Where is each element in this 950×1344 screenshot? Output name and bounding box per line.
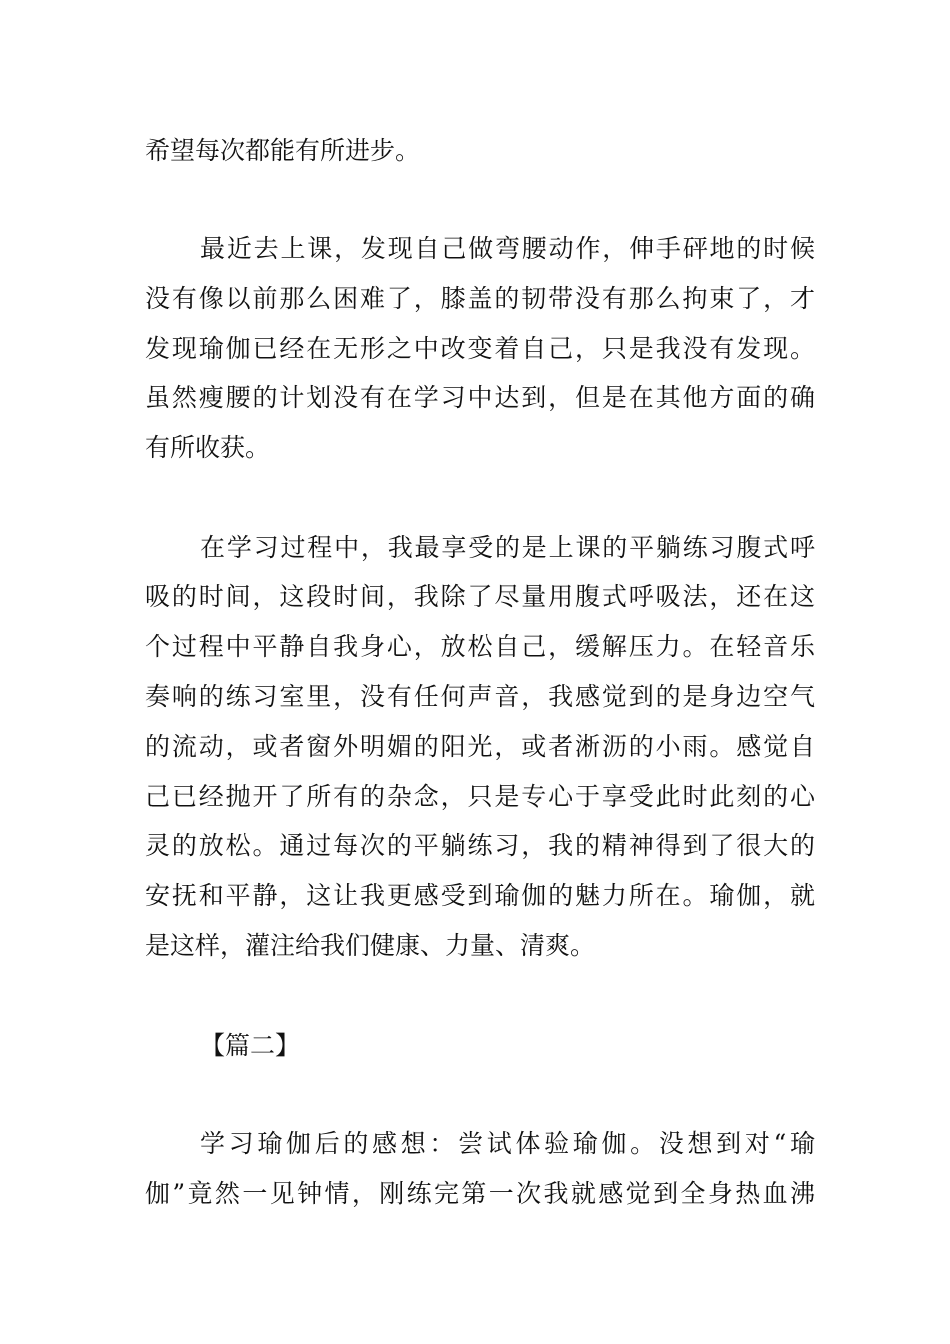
paragraph-5-line-2: 伽”竟然一见钟情，刚练完第一次我就感觉到全身热血沸 bbox=[145, 1179, 815, 1208]
paragraph-3-line-8: 安抚和平静，这让我更感受到瑜伽的魅力所在。瑜伽，就 bbox=[145, 881, 815, 910]
paragraph-3-line-9: 是这样，灌注给我们健康、力量、清爽。 bbox=[145, 931, 596, 960]
paragraph-2-line-1: 最近去上课，发现自己做弯腰动作，伸手砰地的时候 bbox=[200, 234, 815, 263]
paragraph-3-line-7: 灵的放松。通过每次的平躺练习，我的精神得到了很大的 bbox=[145, 831, 815, 860]
paragraph-3-line-4: 奏响的练习室里，没有任何声音，我感觉到的是身边空气 bbox=[145, 682, 815, 711]
paragraph-3-line-5: 的流动，或者窗外明媚的阳光，或者淅沥的小雨。感觉自 bbox=[145, 732, 815, 761]
paragraph-2-line-4: 虽然瘦腰的计划没有在学习中达到，但是在其他方面的确 bbox=[145, 383, 815, 412]
paragraph-3-line-2: 吸的时间，这段时间，我除了尽量用腹式呼吸法，还在这 bbox=[145, 582, 815, 611]
section-heading: 【篇二】 bbox=[200, 1031, 301, 1060]
paragraph-5-line-1: 学习瑜伽后的感想：尝试体验瑜伽。没想到对“瑜 bbox=[200, 1129, 815, 1158]
paragraph-3-line-1: 在学习过程中，我最享受的是上课的平躺练习腹式呼 bbox=[200, 533, 815, 562]
paragraph-3-line-3: 个过程中平静自我身心，放松自己，缓解压力。在轻音乐 bbox=[145, 632, 815, 661]
paragraph-2-line-2: 没有像以前那么困难了，膝盖的韧带没有那么拘束了，才 bbox=[145, 284, 815, 313]
paragraph-3-line-6: 己已经抛开了所有的杂念，只是专心于享受此时此刻的心 bbox=[145, 782, 815, 811]
paragraph-2-line-5: 有所收获。 bbox=[145, 433, 271, 462]
paragraph-2-line-3: 发现瑜伽已经在无形之中改变着自己，只是我没有发现。 bbox=[145, 334, 815, 363]
paragraph-1-line-1: 希望每次都能有所进步。 bbox=[145, 136, 421, 165]
